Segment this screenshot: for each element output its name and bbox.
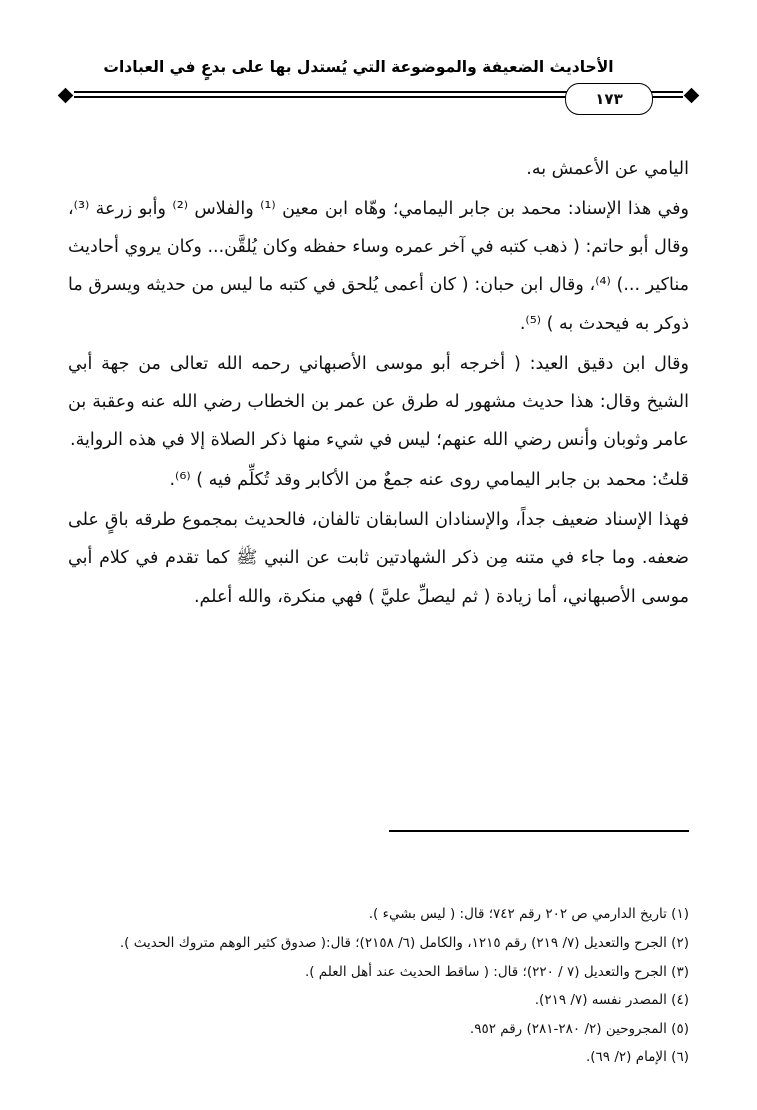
page-header xyxy=(60,58,697,118)
body-paragraph: فهذا الإسناد ضعيف جداً، والإسنادان السابقان تالفان، فالحديث بمجموع طرقه باقٍ على ضعفه. وما جاء في متنه مِن ذكر الشهادتين ثابت عن النبي ﷺ كما تقدم في كلام أبي موسى الأصبهاني، أما زيادة ( ثم ليصلِّ عليَّ ) فهي منكرة، والله أعلم. xyxy=(68,510,689,607)
body-paragraph: وقال ابن دقيق العيد: ( أخرجه أبو موسى الأصبهاني رحمه الله تعالى من جهة أبي الشيخ وقال: هذا حديث مشهور له طرق عن عمر بن الخطاب رضي الله عنه وعقبة بن عامر وثوبان وأنس رضي الله عنهم؛ ليس في شيء منها ذكر الصلاة إلا في هذه الرواية. xyxy=(68,353,689,450)
body-paragraph: وفي هذا الإسناد: محمد بن جابر اليمامي؛ وهّاه ابن معين ⁽¹⁾ والفلاس ⁽²⁾ وأبو زرعة ⁽³⁾، وقال أبو حاتم: ( ذهب كتبه في آخر عمره وساء حفظه وكان يُلقَّن... وكان يروي أحاديث مناكير ...) ⁽⁴⁾، وقال ابن حبان: ( كان أعمى يُلحق في كتبه ما ليس من حديثه ويسرق ما ذوكر به فيحدث به ) ⁽⁵⁾. xyxy=(68,199,689,334)
footnote-item: (١) تاريخ الدارمي ص ٢٠٢ رقم ٧٤٢؛ قال: ( ليس بشيء ). xyxy=(368,906,689,923)
diamond-ornament-left-icon xyxy=(58,88,74,104)
footnote-item: (٦) الإمام (٢/ ٦٩). xyxy=(585,1049,689,1066)
page-number: ١٧٣ xyxy=(565,83,653,115)
footnote-item: (٣) الجرح والتعديل (٧ / ٢٢٠)؛ قال: ( ساقط الحديث عند أهل العلم ). xyxy=(304,963,689,980)
footnote-item: (٤) المصدر نفسه (٧/ ٢١٩). xyxy=(534,992,689,1009)
body-paragraph: اليامي عن الأعمش به. xyxy=(526,159,689,179)
running-head-title: الأحاديث الضعيفة والموضوعة التي يُستدل بها على بدعٍ في العبادات xyxy=(103,58,614,76)
footnote-item: (٥) المجروحين (٢/ ٢٨٠-٢٨١) رقم ٩٥٢. xyxy=(469,1020,689,1037)
footnotes-section xyxy=(68,900,689,1072)
footnote-separator xyxy=(389,830,689,832)
body-paragraph: قلتُ: محمد بن جابر اليمامي روى عنه جمعٌ من الأكابر وقد تُكلِّم فيه ) ⁽⁶⁾. xyxy=(169,470,689,491)
diamond-ornament-right-icon xyxy=(684,88,700,104)
header-divider-rule xyxy=(60,90,697,108)
page-body xyxy=(68,150,689,618)
footnote-item: (٢) الجرح والتعديل (٧/ ٢١٩) رقم ١٢١٥، والكامل (٦/ ٢١٥٨)؛ قال:( صدوق كثير الوهم متروك الحديث ). xyxy=(119,934,689,951)
